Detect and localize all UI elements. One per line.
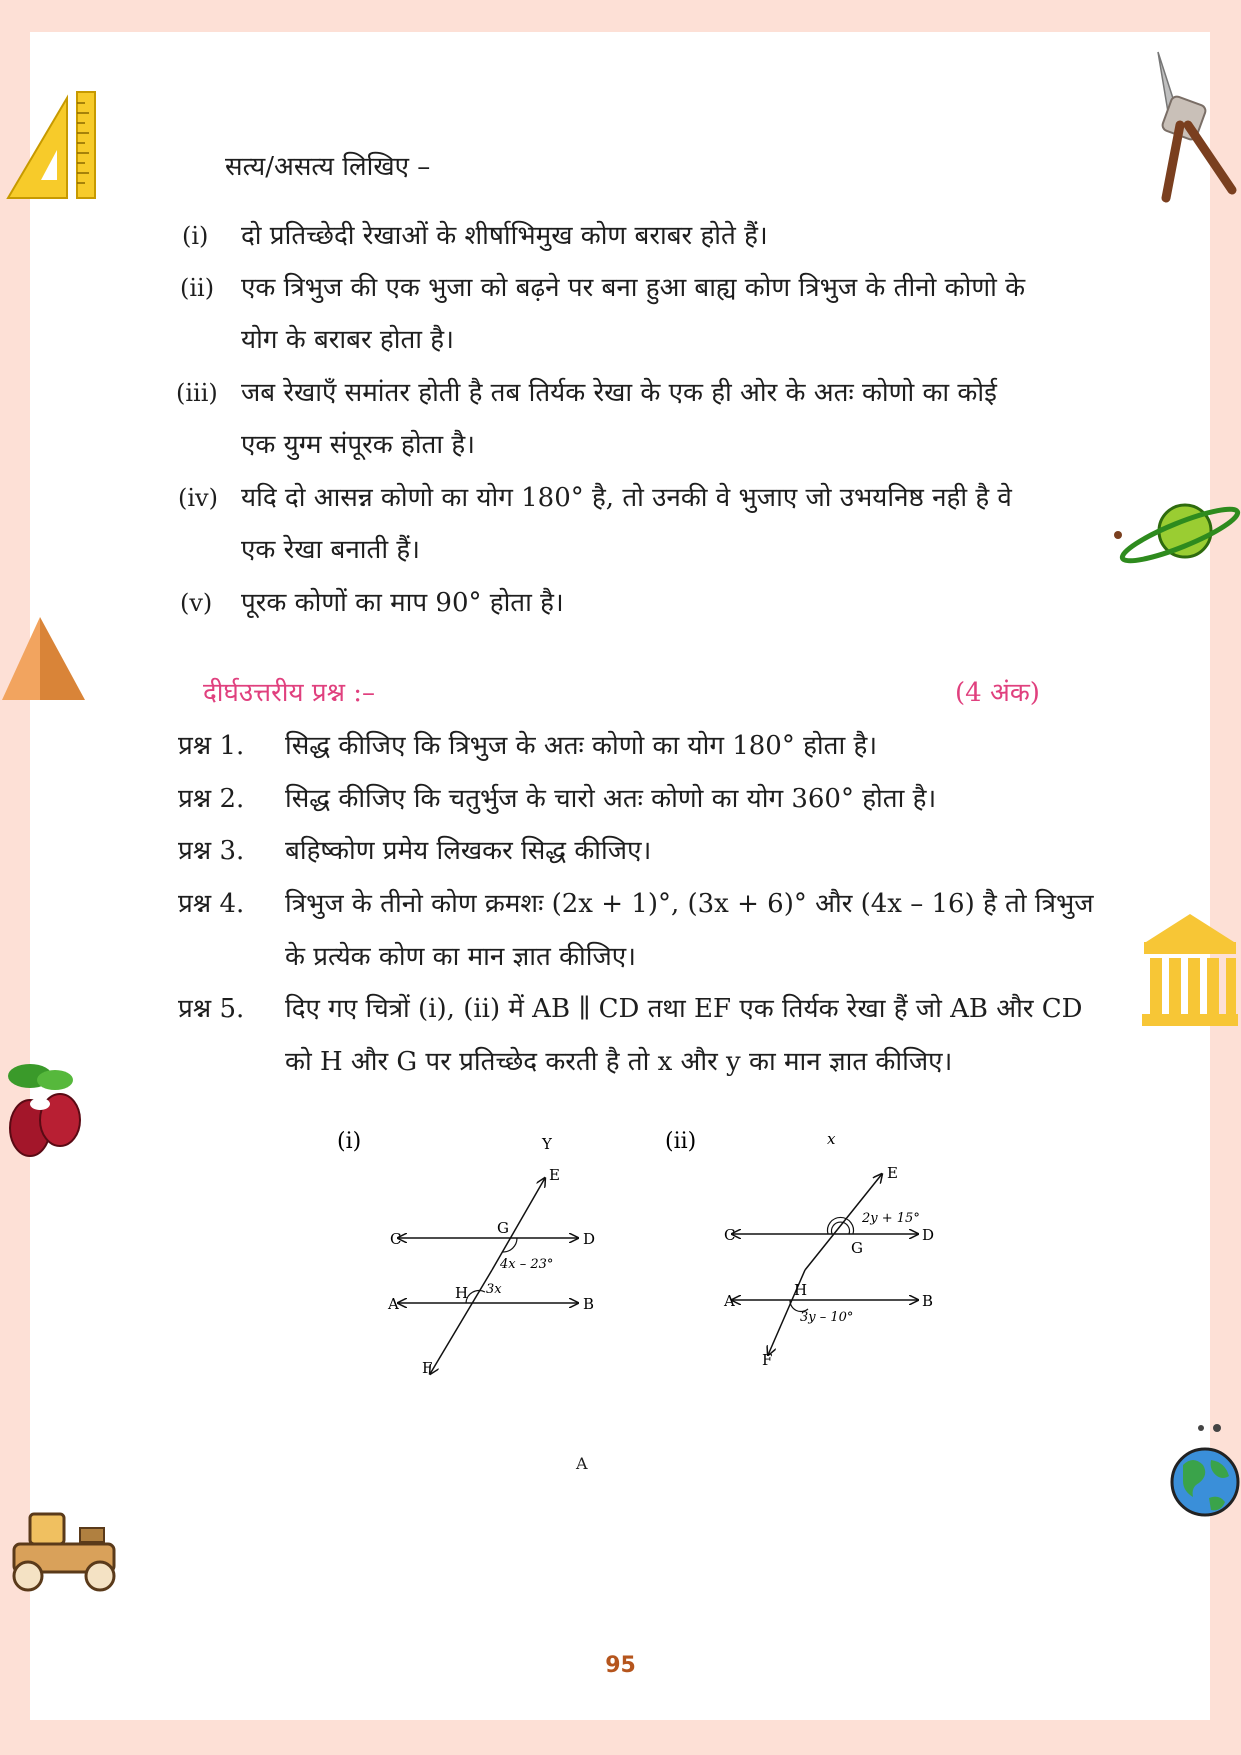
question-text: दिए गए चित्रों (i), (ii) में AB ∥ CD तथा EF एक तिर्यक रेखा हैं जो AB और CD (285, 994, 1083, 1024)
set-square-ruler-icon (5, 88, 100, 203)
point-g: G (497, 1219, 509, 1237)
question-label: प्रश्न 5. (178, 994, 245, 1024)
question-text: त्रिभुज के तीनो कोण क्रमशः (2x + 1)°, (3x + 6)° और (4x – 16) है तो त्रिभुज (285, 889, 1094, 919)
vintage-car-icon (0, 1500, 128, 1600)
page-number: 95 (605, 1653, 636, 1678)
angle-label-g: 2y + 15° (862, 1211, 920, 1226)
question-text: सिद्ध कीजिए कि त्रिभुज के अतः कोणो का योग 180° होता है। (285, 731, 878, 761)
point-b: B (583, 1295, 595, 1313)
point-e: E (549, 1166, 560, 1184)
figure-1-label: (i) (337, 1129, 362, 1154)
angle-label-h: 3y – 10° (800, 1310, 854, 1325)
point-f: F (422, 1359, 433, 1377)
tf-item-text: दो प्रतिच्छेदी रेखाओं के शीर्षाभिमुख कोण बराबर होते हैं। (241, 221, 768, 251)
tf-item-number: (i) (182, 222, 209, 250)
question-text: सिद्ध कीजिए कि चतुर्भुज के चारो अतः कोणो का योग 360° होता है। (285, 784, 937, 814)
figure-2-diagram (650, 1120, 950, 1380)
tf-item-text: योग के बराबर होता है। (241, 325, 454, 355)
tf-item-number: (ii) (180, 274, 215, 302)
tf-item-number: (iii) (176, 379, 218, 407)
point-f: F (762, 1351, 773, 1369)
true-false-heading: सत्य/असत्य लिखिए – (225, 152, 431, 182)
point-a: A (388, 1295, 399, 1313)
tf-item-text: एक त्रिभुज की एक भुजा को बढ़ने पर बना हुआ बाह्य कोण त्रिभुज के तीनो कोणो के (241, 273, 1026, 303)
point-e: E (887, 1164, 898, 1182)
question-text: बहिष्कोण प्रमेय लिखकर सिद्ध कीजिए। (285, 836, 652, 866)
point-c: C (390, 1230, 402, 1248)
tf-item-text: यदि दो आसन्न कोणो का योग 180° है, तो उनकी वे भुजाए जो उभयनिष्ठ नही है वे (241, 483, 1012, 513)
pillar-temple-icon (1138, 910, 1241, 1030)
question-label: प्रश्न 2. (178, 784, 245, 814)
figure-1-diagram (320, 1120, 620, 1380)
tf-item-text: एक युग्म संपूरक होता है। (241, 430, 476, 460)
point-c: C (724, 1226, 736, 1244)
long-answer-heading: दीर्घउत्तरीय प्रश्न :– (203, 678, 376, 708)
question-label: प्रश्न 1. (178, 731, 245, 761)
marks-label: (4 अंक) (955, 678, 1040, 708)
angle-label-h: 3x (486, 1282, 502, 1297)
point-d: D (922, 1226, 935, 1244)
question-label: प्रश्न 4. (178, 889, 245, 919)
question-text: को H और G पर प्रतिच्छेद करती है तो x और y का मान ज्ञात कीजिए। (285, 1047, 953, 1077)
point-h: H (455, 1284, 469, 1302)
point-b: B (922, 1292, 934, 1310)
point-h: H (794, 1281, 808, 1299)
compass-tool-icon (1150, 50, 1240, 205)
question-text: के प्रत्येक कोण का मान ज्ञात कीजिए। (285, 942, 637, 972)
point-d: D (583, 1230, 596, 1248)
point-a: A (724, 1292, 735, 1310)
angle-label-g: 4x – 23° (500, 1257, 554, 1272)
figure-2-top-letter: x (827, 1130, 836, 1148)
tf-item-text: एक रेखा बनाती हैं। (241, 535, 421, 565)
angle-arc-g (832, 1222, 850, 1234)
planet-icon (1110, 495, 1241, 570)
footer-letter: A (576, 1454, 588, 1473)
globe-icon (1165, 1420, 1241, 1525)
tf-item-text: पूरक कोणों का माप 90° होता है। (241, 588, 564, 618)
tf-item-number: (v) (180, 589, 213, 617)
tf-item-number: (iv) (178, 484, 218, 512)
tf-item-text: जब रेखाएँ समांतर होती है तब तिर्यक रेखा के एक ही ओर के अतः कोणो का कोई (241, 378, 997, 408)
pyramid-icon (0, 615, 88, 705)
question-label: प्रश्न 3. (178, 836, 245, 866)
point-g: G (851, 1239, 863, 1257)
figure-1-top-letter: Y (542, 1135, 552, 1153)
figure-2-label: (ii) (665, 1129, 697, 1154)
beans-plant-icon (0, 1058, 90, 1163)
